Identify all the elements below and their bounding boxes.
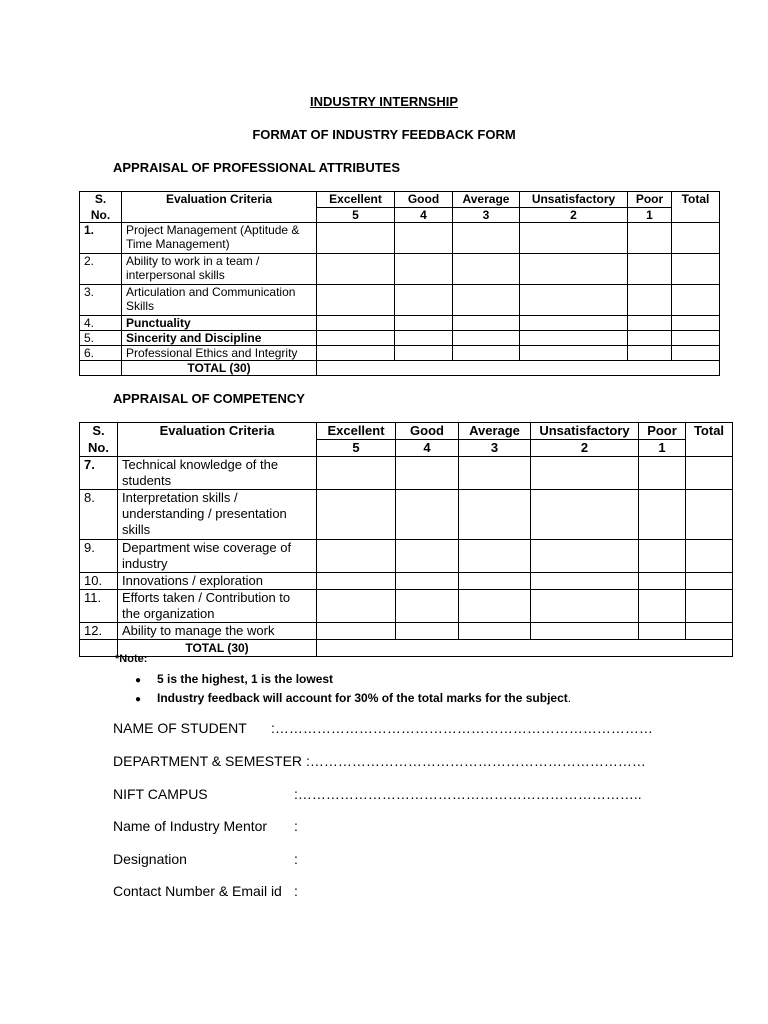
note-label: *Note:: [115, 653, 148, 665]
table-score-row: [80, 440, 733, 457]
table-row: [80, 254, 720, 285]
criteria-cell: Professional Ethics and Integrity: [122, 346, 317, 361]
rating-cell[interactable]: [317, 590, 396, 623]
form-subtitle: FORMAT OF INDUSTRY FEEDBACK FORM: [252, 127, 516, 142]
rating-cell[interactable]: [317, 623, 396, 640]
excellent-header: Excellent: [317, 192, 395, 208]
rating-cell[interactable]: [628, 223, 672, 254]
criteria-cell: [118, 490, 317, 540]
rating-cell[interactable]: [317, 457, 396, 490]
row-total-cell[interactable]: [686, 457, 733, 490]
excellent-score: 5: [317, 208, 395, 223]
rating-cell[interactable]: [531, 623, 639, 640]
table-row: [80, 331, 720, 346]
rating-cell[interactable]: [628, 346, 672, 361]
row-total-cell[interactable]: [672, 346, 720, 361]
criteria-line: Ability to work in a team /: [126, 254, 260, 268]
poor-header: Poor: [639, 423, 686, 440]
rating-cell[interactable]: [396, 457, 459, 490]
good-score: 4: [395, 208, 453, 223]
row-total-cell[interactable]: [672, 316, 720, 331]
table-row: [80, 457, 733, 490]
contact-label: Contact Number & Email id: [113, 883, 282, 899]
criteria-cell: Innovations / exploration: [118, 573, 317, 590]
criteria-line: industry: [122, 556, 168, 571]
criteria-cell: Punctuality: [122, 316, 317, 331]
good-header: Good: [396, 423, 459, 440]
total-value-cell[interactable]: [317, 640, 733, 657]
good-score: 4: [396, 440, 459, 457]
criteria-cell: Sincerity and Discipline: [122, 331, 317, 346]
rating-cell[interactable]: [317, 285, 395, 316]
criteria-header-blank: [118, 440, 317, 457]
criteria-header: Evaluation Criteria: [118, 423, 317, 440]
rating-cell[interactable]: [628, 331, 672, 346]
table-row: [80, 316, 720, 331]
rating-cell[interactable]: [395, 346, 453, 361]
rating-cell[interactable]: [396, 573, 459, 590]
average-score: 3: [453, 208, 520, 223]
criteria-line: Project Management (Aptitude &: [126, 223, 300, 237]
rating-cell[interactable]: [520, 254, 628, 285]
sno-header-2: No.: [80, 440, 118, 457]
average-header: Average: [453, 192, 520, 208]
rating-cell[interactable]: [317, 331, 395, 346]
row-total-cell[interactable]: [672, 254, 720, 285]
rating-cell[interactable]: [459, 490, 531, 540]
rating-cell[interactable]: [459, 540, 531, 573]
excellent-header: Excellent: [317, 423, 396, 440]
row-total-cell[interactable]: [686, 623, 733, 640]
rating-cell[interactable]: [520, 285, 628, 316]
note-text: 5 is the highest, 1 is the lowest: [157, 672, 334, 686]
row-number: 5.: [80, 331, 122, 346]
rating-cell[interactable]: [453, 285, 520, 316]
rating-cell[interactable]: [395, 223, 453, 254]
table-row: [80, 285, 720, 316]
row-number: 12.: [80, 623, 118, 640]
rating-cell[interactable]: [396, 590, 459, 623]
total-row: [80, 640, 733, 657]
rating-cell[interactable]: [459, 457, 531, 490]
rating-cell[interactable]: [531, 590, 639, 623]
row-total-cell[interactable]: [672, 331, 720, 346]
bullet-icon: ●: [135, 675, 142, 686]
rating-cell[interactable]: [639, 573, 686, 590]
rating-cell[interactable]: [531, 540, 639, 573]
rating-cell[interactable]: [628, 285, 672, 316]
section-heading-competency: APPRAISAL OF COMPETENCY: [113, 391, 305, 406]
professional-attributes-table: [79, 191, 720, 376]
rating-cell[interactable]: [317, 573, 396, 590]
criteria-cell: [122, 254, 317, 285]
rating-cell[interactable]: [628, 316, 672, 331]
note-item: [135, 670, 571, 689]
rating-cell[interactable]: [317, 316, 395, 331]
row-total-cell[interactable]: [686, 540, 733, 573]
rating-cell[interactable]: [453, 254, 520, 285]
nift-campus-label: NIFT CAMPUS: [113, 786, 208, 802]
criteria-cell: [118, 540, 317, 573]
department-semester-field[interactable]: :………………………………………………………………: [306, 753, 646, 769]
table-row: [80, 623, 733, 640]
criteria-line: students: [122, 473, 172, 488]
rating-cell[interactable]: [317, 223, 395, 254]
rating-cell[interactable]: [317, 490, 396, 540]
total-label: TOTAL (30): [122, 361, 317, 376]
criteria-line: interpersonal skills: [126, 268, 225, 282]
total-row: [80, 361, 720, 376]
rating-cell[interactable]: [453, 316, 520, 331]
poor-header: Poor: [628, 192, 672, 208]
poor-score: 1: [639, 440, 686, 457]
industry-mentor-label: Name of Industry Mentor: [113, 818, 268, 834]
rating-cell[interactable]: [453, 331, 520, 346]
total-header: Total: [686, 423, 733, 440]
rating-cell[interactable]: [531, 490, 639, 540]
row-number: 3.: [80, 285, 122, 316]
row-number: 2.: [80, 254, 122, 285]
rating-cell[interactable]: [317, 540, 396, 573]
table-header-row: [80, 192, 720, 208]
sno-header-2: No.: [80, 208, 122, 223]
total-label: TOTAL (30): [118, 640, 317, 657]
contact-field[interactable]: :: [294, 883, 298, 899]
rating-cell[interactable]: [396, 540, 459, 573]
criteria-line: Skills: [126, 299, 155, 313]
note-list: [135, 670, 571, 708]
average-header: Average: [459, 423, 531, 440]
row-number: 11.: [80, 590, 118, 623]
rating-cell[interactable]: [395, 254, 453, 285]
rating-cell[interactable]: [395, 331, 453, 346]
sno-header: S.: [80, 192, 122, 208]
row-number: 9.: [80, 540, 118, 573]
rating-cell[interactable]: [396, 623, 459, 640]
row-number: 6.: [80, 346, 122, 361]
criteria-header-blank: [122, 208, 317, 223]
criteria-line: understanding / presentation: [122, 506, 287, 521]
criteria-cell: [122, 285, 317, 316]
page-title: INDUSTRY INTERNSHIP: [309, 94, 459, 109]
rating-cell[interactable]: [459, 623, 531, 640]
criteria-cell: Ability to manage the work: [118, 623, 317, 640]
total-header-blank: [672, 208, 720, 223]
row-total-cell[interactable]: [686, 573, 733, 590]
table-row: [80, 590, 733, 623]
row-number: 1.: [80, 223, 122, 254]
total-row-blank: [80, 640, 118, 657]
rating-cell[interactable]: [639, 457, 686, 490]
criteria-header: Evaluation Criteria: [122, 192, 317, 208]
rating-cell[interactable]: [395, 316, 453, 331]
rating-cell[interactable]: [396, 490, 459, 540]
rating-cell[interactable]: [639, 540, 686, 573]
rating-cell[interactable]: [531, 573, 639, 590]
criteria-cell: [122, 223, 317, 254]
rating-cell[interactable]: [639, 623, 686, 640]
rating-cell[interactable]: [520, 223, 628, 254]
rating-cell[interactable]: [639, 590, 686, 623]
note-item: [135, 689, 571, 708]
rating-cell[interactable]: [628, 254, 672, 285]
table-row: [80, 573, 733, 590]
industry-mentor-field[interactable]: :: [294, 818, 298, 834]
rating-cell[interactable]: [453, 346, 520, 361]
student-name-field[interactable]: :………………………………………………………………………: [271, 720, 653, 736]
rating-cell[interactable]: [520, 346, 628, 361]
row-total-cell[interactable]: [672, 223, 720, 254]
criteria-line: Time Management): [126, 237, 230, 251]
criteria-line: Articulation and Communication: [126, 285, 296, 299]
unsatisfactory-header: Unsatisfactory: [531, 423, 639, 440]
row-number: 4.: [80, 316, 122, 331]
bullet-icon: ●: [135, 694, 142, 705]
rating-cell[interactable]: [531, 457, 639, 490]
student-name-label: NAME OF STUDENT: [113, 720, 247, 736]
criteria-line: Department wise coverage of: [122, 540, 292, 555]
sno-header: S.: [80, 423, 118, 440]
rating-cell[interactable]: [453, 223, 520, 254]
nift-campus-field[interactable]: :………………………………………………………………..: [294, 786, 642, 802]
table-row: [80, 540, 733, 573]
average-score: 3: [459, 440, 531, 457]
row-number: 7.: [80, 457, 118, 490]
table-row: [80, 490, 733, 540]
rating-cell[interactable]: [520, 316, 628, 331]
rating-cell[interactable]: [459, 590, 531, 623]
rating-cell[interactable]: [520, 331, 628, 346]
unsatisfactory-score: 2: [520, 208, 628, 223]
note-text-end: .: [567, 691, 572, 705]
rating-cell[interactable]: [317, 346, 395, 361]
row-number: 8.: [80, 490, 118, 540]
row-total-cell[interactable]: [686, 590, 733, 623]
total-header: Total: [672, 192, 720, 208]
row-total-cell[interactable]: [686, 490, 733, 540]
rating-cell[interactable]: [459, 573, 531, 590]
criteria-cell: [118, 590, 317, 623]
note-text: Industry feedback will account for 30% of the total marks for the subject: [157, 691, 568, 705]
good-header: Good: [395, 192, 453, 208]
table-row: [80, 346, 720, 361]
designation-label: Designation: [113, 851, 187, 867]
criteria-line: Interpretation skills /: [122, 490, 238, 505]
unsatisfactory-score: 2: [531, 440, 639, 457]
row-number: 10.: [80, 573, 118, 590]
rating-cell[interactable]: [395, 285, 453, 316]
total-row-blank: [80, 361, 122, 376]
table-row: [80, 223, 720, 254]
criteria-cell: [118, 457, 317, 490]
total-header-blank: [686, 440, 733, 457]
unsatisfactory-header: Unsatisfactory: [520, 192, 628, 208]
department-semester-label: DEPARTMENT & SEMESTER: [113, 753, 303, 769]
criteria-line: Efforts taken / Contribution to: [122, 590, 291, 605]
designation-field[interactable]: :: [294, 851, 298, 867]
competency-table: [79, 422, 733, 657]
total-value-cell[interactable]: [317, 361, 720, 376]
criteria-line: the organization: [122, 606, 215, 621]
rating-cell[interactable]: [639, 490, 686, 540]
rating-cell[interactable]: [317, 254, 395, 285]
criteria-line: skills: [122, 522, 151, 537]
criteria-line: Technical knowledge of the: [122, 457, 279, 472]
row-total-cell[interactable]: [672, 285, 720, 316]
excellent-score: 5: [317, 440, 396, 457]
poor-score: 1: [628, 208, 672, 223]
table-score-row: [80, 208, 720, 223]
table-header-row: [80, 423, 733, 440]
section-heading-professional: APPRAISAL OF PROFESSIONAL ATTRIBUTES: [113, 160, 400, 175]
